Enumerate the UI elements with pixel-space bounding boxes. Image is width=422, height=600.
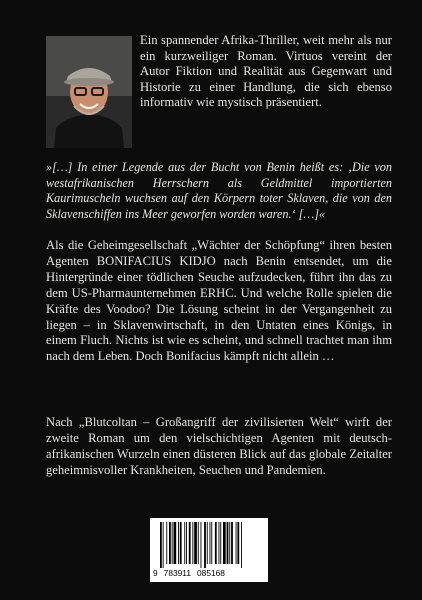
barcode-stripe <box>231 522 233 564</box>
barcode-stripe <box>189 522 191 564</box>
series-paragraph: Nach „Blutcoltan – Großangriff der zivilisierten Welt“ wirft der zweite Roman um den vielschichtigen Agenten mit deutsch-afrikanischen Wurzeln einen düsteren Blick auf das globale Zeitalter geheimnisvoller Krankheiten, Seuchen und Pandemien. <box>46 415 392 477</box>
author-portrait-icon <box>46 36 132 148</box>
barcode-stripe <box>192 522 193 564</box>
barcode-stripe <box>237 522 239 564</box>
barcode-stripe <box>219 522 220 564</box>
barcode-stripe <box>204 522 206 568</box>
barcode-stripe <box>178 522 179 564</box>
barcode-stripe <box>223 522 226 564</box>
barcode-digit-first: 9 <box>153 568 158 578</box>
barcode-stripe <box>163 522 164 568</box>
barcode-stripe <box>186 522 187 564</box>
barcode-digit-group-left: 783911 <box>163 568 191 578</box>
synopsis-paragraph: Als die Geheimgesellschaft „Wächter der Schöpfung“ ihren besten Agenten BONIFACIUS KIDJO nach Benin entsendet, um die Hintergründe einer tödlichen Seuche aufzudecken, führt ihn das zu dem US-Pharmaunternehmen ERHC. Und welche Rolle spielen die Kräfte des Voodoo? Die Lösung scheint in der Vergangenheit zu liegen – in Sklavenwirtschaft, in den Untaten eines Königs, in einem Fluch. Nichts ist wie es scheint, und schnell trachtet man ihm nach dem Leben. Doch Bonifacius kämpft nicht allein … <box>46 238 392 364</box>
barcode-stripe <box>160 522 162 568</box>
barcode-stripe <box>194 522 197 564</box>
barcode-stripe <box>174 522 177 564</box>
barcode-stripe <box>227 522 229 564</box>
legend-quote: »[…] In einer Legende aus der Bucht von Benin heißt es: ‚Die von westafrikanischen Herrschern als Geldmittel importierten Kaurimuscheln wuchsen auf den Körpern toter Sklaven, die von den Sklavenschiffen ins Meer geworfen worden waren.‘ […]« <box>46 160 392 221</box>
barcode-stripe <box>236 522 237 564</box>
author-photo <box>46 36 132 148</box>
barcode-stripe <box>169 522 171 564</box>
barcode-stripe <box>180 522 182 564</box>
barcode-stripe <box>207 522 208 564</box>
barcode-label <box>150 518 268 582</box>
barcode-stripe <box>184 522 185 564</box>
barcode-stripe <box>215 522 217 564</box>
intro-text: Ein spannender Afrika-Thriller, weit mehr als nur ein kurzweiliger Roman. Virtuos vereint der Autor Fiktion und Realität aus Gegenwart und Historie zu einer Handlung, die sich ebenso informativ wie mystisch präsentiert. <box>140 33 392 110</box>
barcode-digit-group-right: 085168 <box>197 568 225 578</box>
ean-barcode-icon <box>154 522 264 568</box>
barcode-stripe <box>211 522 212 564</box>
barcode-stripe <box>198 522 199 564</box>
barcode-stripe <box>241 522 242 568</box>
barcode-stripe <box>210 522 211 564</box>
barcode-stripe <box>172 522 173 564</box>
barcode-stripe <box>220 522 221 564</box>
barcode-stripe <box>201 522 202 568</box>
barcode-stripe <box>166 522 167 564</box>
barcode-digits <box>153 568 265 578</box>
barcode-stripe <box>229 522 230 564</box>
